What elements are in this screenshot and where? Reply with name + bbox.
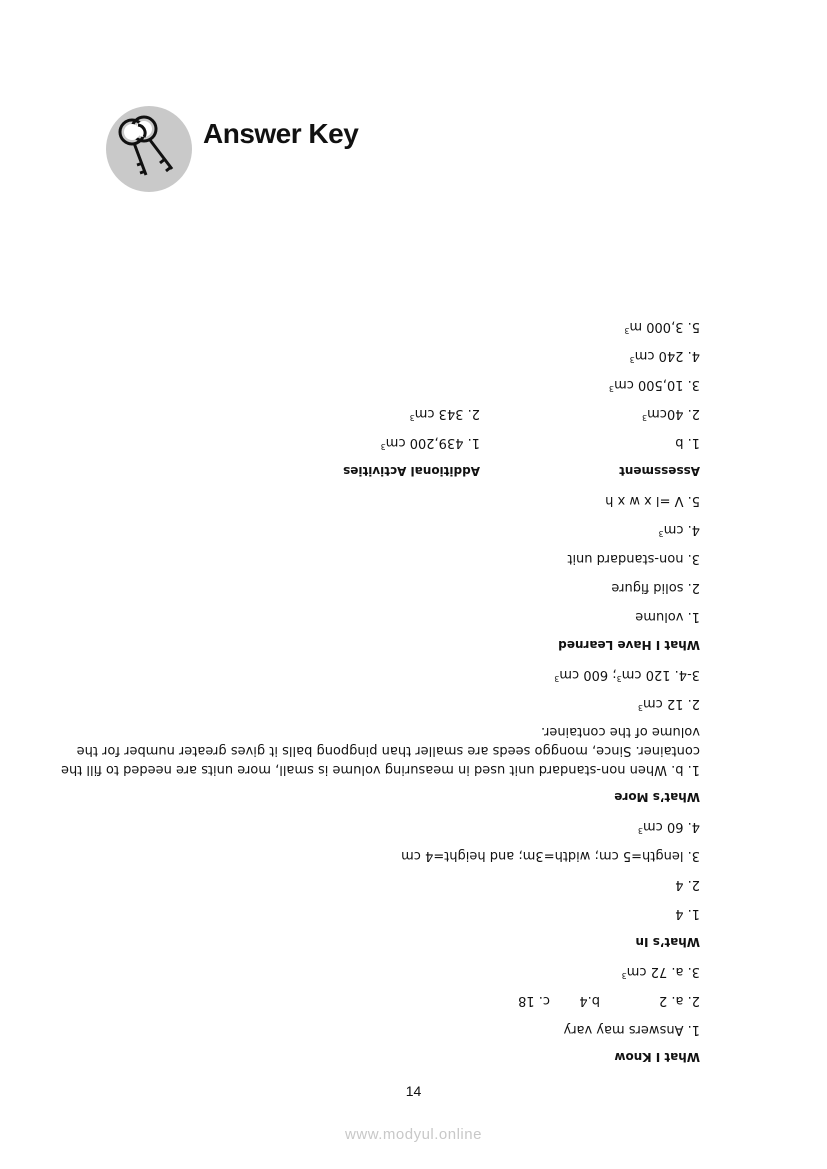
- wi-item-2: 2. 4: [675, 877, 700, 892]
- wihl-item-5: 5. V =l x w x h: [605, 493, 700, 508]
- wi-item-4: 4. 60 $cm^3$: [637, 819, 700, 835]
- wm-item-3-4: 3-4. 120 $cm^3$; 600 $cm^3$: [554, 667, 700, 683]
- aa-item-1: 1. 439,200 $cm^3$: [380, 435, 480, 451]
- page-title: Answer Key: [203, 118, 359, 149]
- wik-item-3: 3. a. 72 $cm^3$: [621, 964, 700, 980]
- wi-item-3: 3. length=5 cm; width=3m; and height=4 cm: [401, 848, 700, 863]
- heading-whats-in: What’s In: [635, 935, 700, 949]
- wi-item-1: 1. 4: [675, 906, 700, 921]
- assess-item-5: 5. 3,000 $m^3$: [624, 319, 700, 335]
- wihl-item-3: 3. non-standard unit: [567, 551, 700, 566]
- wihl-item-2: 2. solid figure: [611, 580, 700, 595]
- page-number: 14: [405, 1083, 422, 1099]
- aa-item-2: 2. 343 $cm^3$: [409, 406, 480, 422]
- wm-item-1-line-2: container. Since, monggo seeds are smaller than pingpong balls it gives greater number for the: [76, 743, 700, 758]
- keys-icon: [106, 103, 192, 195]
- watermark: www.modyul.online: [345, 1126, 482, 1143]
- wihl-item-1: 1. volume: [635, 609, 700, 624]
- heading-what-i-know: What I Know: [614, 1050, 700, 1064]
- heading-whats-more: What’s More: [614, 790, 700, 804]
- wm-item-2: 2. 12 $cm^3$: [637, 696, 700, 712]
- wihl-item-4: 4. $cm^3$: [658, 522, 700, 538]
- heading-assessment: Assessment: [619, 464, 700, 478]
- wm-item-1-line-3: volume of the container.: [541, 724, 700, 739]
- wik-item-2b: b.4: [579, 993, 600, 1008]
- wm-item-1-line-1: 1. b. When non-standard unit used in measuring volume is small, more units are needed to fill the: [60, 762, 700, 777]
- wik-item-1: 1. Answers may vary: [563, 1022, 700, 1037]
- heading-what-i-have-learned: What I Have Learned: [558, 638, 700, 652]
- heading-additional-activities: Additional Activities: [343, 464, 480, 478]
- wik-item-2a: 2. a. 2: [658, 993, 700, 1008]
- assess-item-1: 1. b: [675, 435, 700, 450]
- assess-item-3: 3. 10,500 $cm^3$: [608, 377, 700, 393]
- assess-item-2: 2. $40cm^3$: [642, 406, 700, 422]
- answer-key-content: [50, 290, 700, 1065]
- wik-item-2c: c. 18: [518, 993, 550, 1008]
- assess-item-4: 4. 240 $cm^3$: [629, 348, 700, 364]
